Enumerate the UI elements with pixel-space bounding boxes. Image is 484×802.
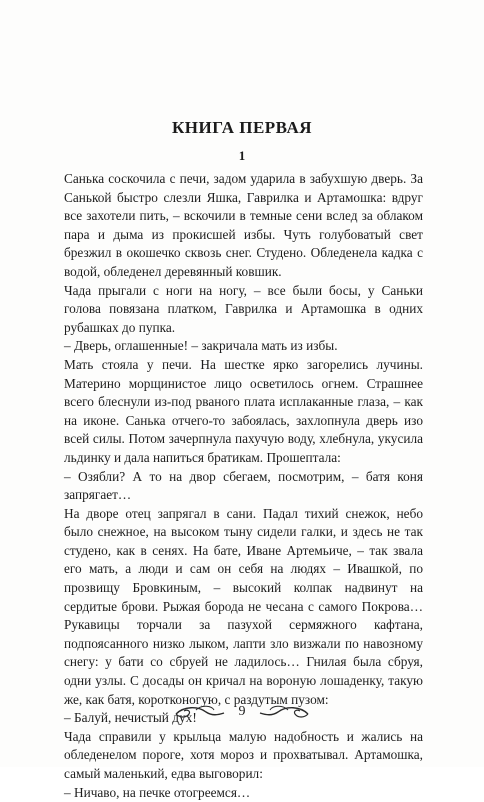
chapter-number: 1 [238, 148, 246, 163]
page-footer [0, 700, 484, 726]
paragraph: – Дверь, оглашенные! – закричала мать из избы. [64, 338, 338, 354]
paragraph: На дворе отец запрягал в сани. Падал тихий снежок, небо было снежное, на высоком тыну сидели галки, и здесь не так студено, как в сенях. На бате, Иване Артемьиче, – так звала его мать, а люди и сам он себя на людях – Ивашкой, по прозвищу Бровкиным, – высокий колпак надвинут на сердитые брови. Рыжая борода не чесана с самого Покрова… Рукавицы торчали за пазухой сермяжного кафтана, подпоясанного низко лыком, лапти зло визжали по навозному снегу: у бати со сбруей не ладилось… Гнилая была сбруя, одни узлы. С досады он кричал на вороную лошаденку, такую же, как батя, коротконогую, с раздутым пузом: [64, 505, 423, 707]
book-title: КНИГА ПЕРВАЯ [171, 118, 313, 137]
paragraph: Мать стояла у печи. На шестке ярко загорелись лучины. Материно морщинистое лицо осветилось огнем. Страшнее всего блеснули из-под рваного плата исплаканные глаза, – как на иконе. Санька отчего-то забоялась, захлопнула дверь изо всей силы. Потом зачерпнула пахучую воду, хлебнула, укусила льдинку и дала напиться братикам. Прошептала: [64, 356, 423, 465]
paragraph: – Ничаво, на печке отогреемся… [64, 784, 251, 800]
paragraph: Чада прыгали с ноги на ногу, – все были босы, у Саньки голова повязана платком, Гаврилка и Артамошка в одних рубашках до пупка. [64, 282, 423, 335]
paragraph: Санька соскочила с печи, задом ударила в забухшую дверь. За Санькой быстро слезли Яшка, Гаврилка и Артамошка: вдруг все захотели пить, – вскочили в темные сени вслед за облаком пара и дыма из прокисшей избы. Чуть голубоватый свет брезжил в окошечко сквозь снег. Студено. Обледенела кадка с водой, обледенел деревянный ковшик. [64, 171, 423, 279]
paragraph: – Озябли? А то на двор сбегаем, посмотрим, – батя коня запрягает… [64, 468, 423, 503]
page-number: 9 [238, 704, 246, 719]
paragraph: Чада справили у крыльца малую надобность и жались на обледенелом пороге, хотя мороз и прохватывал. Артамошка, самый маленький, едва выговорил: [64, 728, 423, 781]
paragraph: – Балуй, нечистый дух! [64, 710, 197, 726]
